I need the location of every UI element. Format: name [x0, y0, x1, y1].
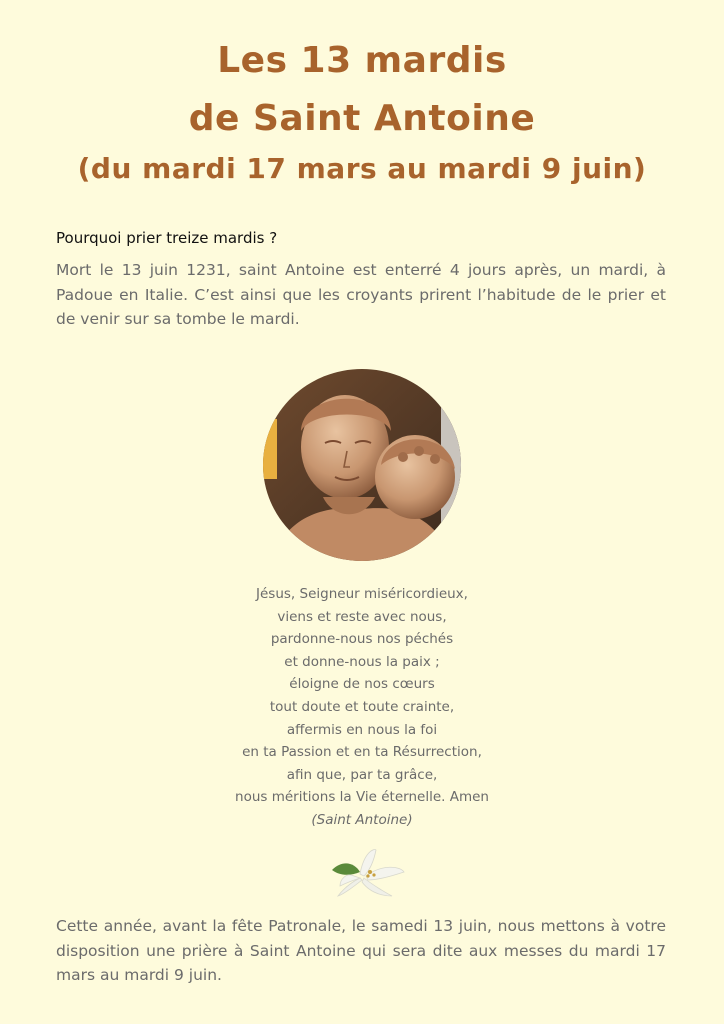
intro-paragraph: Mort le 13 juin 1231, saint Antoine est enterré 4 jours après, un mardi, à Padoue en Italie. C’est ainsi que les croyants prirent l’habitude de le prier et de venir sur sa tombe le mardi.	[56, 261, 666, 328]
prayer-line: pardonne-nous nos péchés	[270, 631, 454, 648]
section-question: Pourquoi prier treize mardis ?	[56, 229, 278, 247]
lily-flower-icon	[330, 846, 406, 898]
prayer-line: éloigne de nos cœurs	[289, 676, 435, 693]
prayer-line: Jésus, Seigneur miséricordieux,	[256, 586, 468, 602]
prayer-line: affermis en nous la foi	[286, 721, 438, 738]
prayer-author: (Saint Antoine)	[311, 811, 413, 828]
prayer-line: tout doute et toute crainte,	[269, 698, 455, 715]
saint-antoine-statue-image	[263, 369, 461, 561]
prayer-line: nous méritions la Vie éternelle. Amen	[235, 789, 489, 806]
prayer-line: afin que, par ta grâce,	[286, 766, 438, 783]
page-subtitle-dates: (du mardi 17 mars au mardi 9 juin)	[77, 152, 647, 185]
prayer-line: en ta Passion et en ta Résurrection,	[242, 744, 482, 761]
closing-paragraph: Cette année, avant la fête Patronale, le samedi 13 juin, nous mettons à votre disposition une prière à Saint Antoine qui sera dite aux messes du mardi 17 mars au mardi 9 juin.	[56, 917, 666, 984]
page-title-line-2: de Saint Antoine	[188, 98, 536, 139]
prayer-line: viens et reste avec nous,	[277, 608, 447, 625]
prayer-line: et donne-nous la paix ;	[284, 653, 440, 670]
page-title-line-1: Les 13 mardis	[217, 40, 507, 81]
prayer-text	[0, 583, 724, 832]
